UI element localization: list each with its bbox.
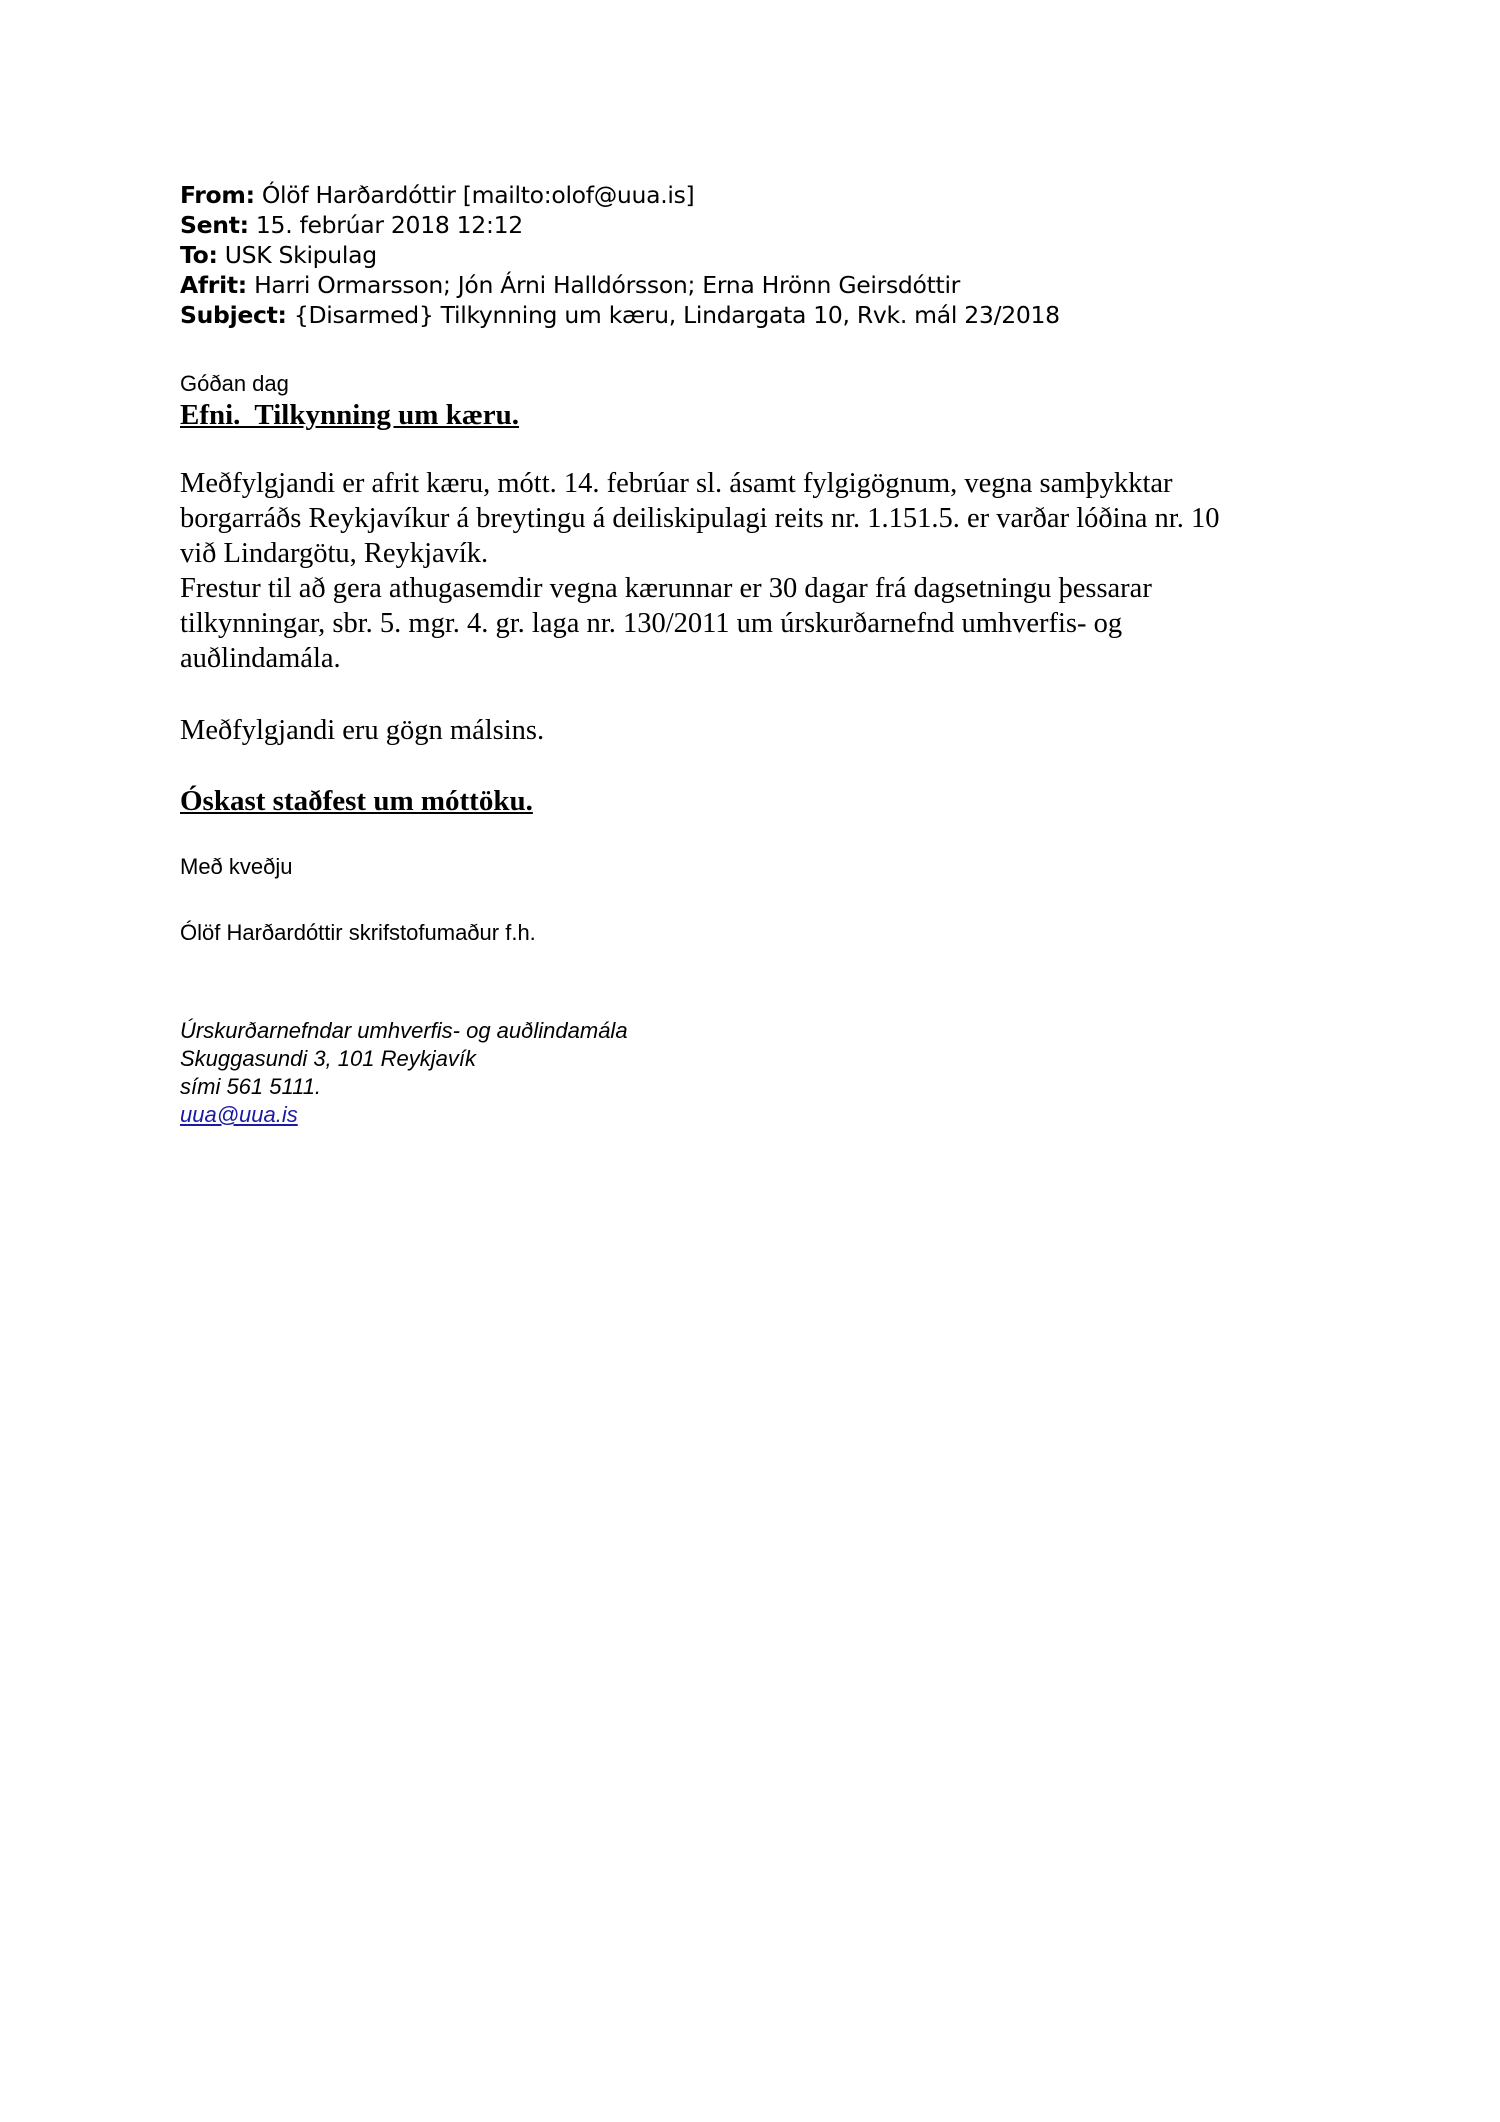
- subject-value: {Disarmed} Tilkynning um kæru, Lindargata 10, Rvk. mál 23/2018: [293, 301, 1060, 329]
- from-value: Ólöf Harðardóttir [mailto:olof@uua.is]: [261, 181, 695, 209]
- paragraph-line: við Lindargötu, Reykjavík.: [180, 538, 489, 569]
- signatory: Ólöf Harðardóttir skrifstofumaður f.h.: [180, 920, 536, 945]
- signature-address: Skuggasundi 3, 101 Reykjavík: [180, 1046, 476, 1071]
- cc-label: Afrit:: [180, 271, 247, 299]
- to-row: [180, 240, 1360, 270]
- request-heading: Óskast staðfest um móttöku.: [180, 785, 533, 817]
- subject-label: Subject:: [180, 301, 287, 329]
- paragraph-line: Meðfylgjandi er afrit kæru, mótt. 14. febrúar sl. ásamt fylgigögnum, vegna samþykktar: [180, 468, 1173, 499]
- to-label: To:: [180, 241, 218, 269]
- paragraph-line: Frestur til að gera athugasemdir vegna kærunnar er 30 dagar frá dagsetningu þessarar: [180, 573, 1152, 604]
- signature-block: [180, 1017, 628, 1129]
- paragraph-line: borgarráðs Reykjavíkur á breytingu á deiliskipulagi reits nr. 1.151.5. er varðar lóðina nr. 10: [180, 503, 1220, 534]
- cc-row: [180, 270, 1360, 300]
- greeting: Góðan dag: [180, 371, 289, 396]
- subject-row: [180, 300, 1360, 330]
- notice-paragraph: [180, 466, 1360, 676]
- email-header: [180, 180, 1360, 330]
- signature-phone: sími 561 5111.: [180, 1074, 322, 1099]
- efni-heading: Efni. Tilkynning um kæru.: [180, 399, 520, 431]
- sent-row: [180, 210, 1360, 240]
- signature-org: Úrskurðarnefndar umhverfis- og auðlindamála: [180, 1018, 628, 1043]
- paragraph-line: auðlindamála.: [180, 643, 341, 674]
- attachments-paragraph: Meðfylgjandi eru gögn málsins.: [180, 715, 545, 746]
- from-label: From:: [180, 181, 255, 209]
- cc-value: Harri Ormarsson; Jón Árni Halldórsson; Erna Hrönn Geirsdóttir: [254, 271, 961, 299]
- to-value: USK Skipulag: [224, 241, 377, 269]
- sent-value: 15. febrúar 2018 12:12: [255, 211, 523, 239]
- signature-email-link[interactable]: uua@uua.is: [180, 1102, 298, 1127]
- closing: Með kveðju: [180, 854, 293, 879]
- sent-label: Sent:: [180, 211, 249, 239]
- from-row: [180, 180, 1360, 210]
- paragraph-line: tilkynningar, sbr. 5. mgr. 4. gr. laga nr. 130/2011 um úrskurðarnefnd umhverfis- og: [180, 608, 1123, 639]
